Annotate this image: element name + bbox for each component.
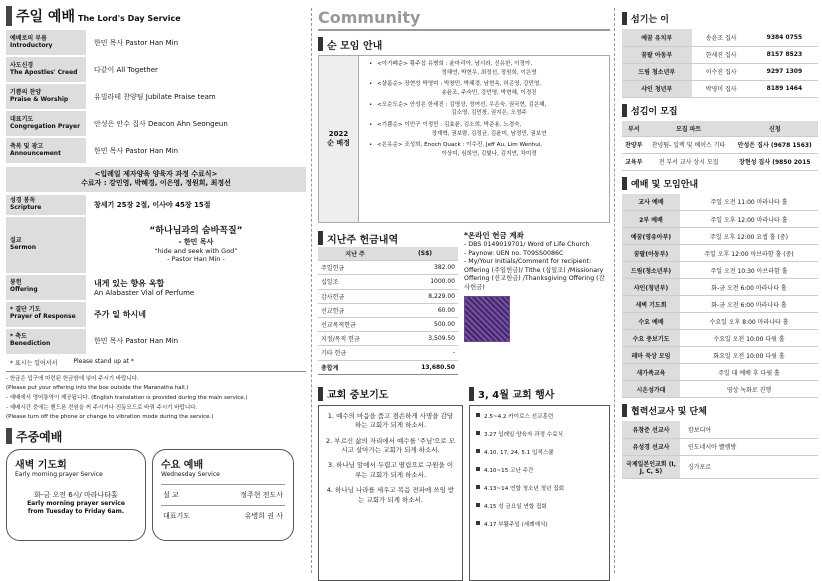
meeting-name: 레마 묵상 모임 bbox=[622, 347, 680, 364]
meeting-row bbox=[622, 245, 818, 262]
mission-location: 인도네시아 빨렘방 bbox=[680, 438, 818, 455]
offering-type: 선교헌금 bbox=[318, 303, 392, 317]
recruit-header-cell: 모집 파트 bbox=[646, 121, 732, 137]
recruit-header-cell: 신청 bbox=[732, 121, 819, 137]
meeting-row bbox=[622, 347, 818, 364]
sermon-row bbox=[6, 217, 306, 273]
meeting-time: 주일 오전 10:30 아브라함 홀 bbox=[680, 262, 818, 279]
standup-en: Please stand up at * bbox=[73, 357, 134, 365]
wed-row bbox=[161, 506, 285, 527]
server-dept: 드림 청소년부 bbox=[622, 63, 692, 80]
offering-header: 지난주 헌금내역 bbox=[318, 231, 458, 245]
meeting-time: 주일 대 예배 후 다윗 홀 bbox=[680, 364, 818, 381]
offering-amount: 60.00 bbox=[392, 303, 458, 317]
offering-row bbox=[318, 317, 458, 331]
worship-row bbox=[6, 138, 306, 163]
worship-row-label-en: Announcement bbox=[10, 149, 61, 157]
server-name: 이수진 집사 bbox=[692, 63, 751, 80]
benediction-row bbox=[6, 329, 306, 354]
meeting-row bbox=[622, 211, 818, 228]
worship-row-label bbox=[6, 111, 86, 136]
worship-title: 주일 예배 bbox=[16, 9, 75, 25]
worship-row bbox=[6, 84, 306, 109]
meeting-name: 드림(청소년부) bbox=[622, 262, 680, 279]
missionary-name: 유성경 선교사 bbox=[622, 438, 680, 455]
online-line: - Paynow: UEN no. T09SS0086C bbox=[464, 249, 564, 257]
response-value: 주가 일 하시네 bbox=[94, 309, 146, 319]
meetings-table bbox=[622, 194, 818, 399]
response-label: * 결단 기도 Prayer of Response bbox=[6, 302, 86, 327]
worship-row-value: 유빌라테 찬양팀 Jubilate Praise team bbox=[94, 92, 216, 101]
server-dept: 꿈팔 아동부 bbox=[622, 46, 692, 63]
offering-row bbox=[6, 275, 306, 300]
mission-location: 캄보디아 bbox=[680, 421, 818, 438]
wed-role: 대표기도 bbox=[161, 506, 210, 527]
event-item: 4.15 성 금요일 연합 집회 bbox=[476, 502, 603, 510]
sermon-label: 설교 Sermon bbox=[6, 217, 86, 273]
notice-line-1: <입례일 제자양육 양육자 과정 수료식> bbox=[94, 170, 218, 178]
meeting-time: 화요일 오전 10:00 다윗 홀 bbox=[680, 347, 818, 364]
offering-value: 내게 있는 향유 옥합 An Alabaster Vial of Perfume bbox=[94, 278, 195, 297]
offering-type: 감사헌금 bbox=[318, 289, 392, 303]
service-note: - 예배시간 중에는 핸드폰 전원을 꺼 주시거나 진동모드로 바꿔 주시기 바랍니다. bbox=[6, 404, 198, 411]
offering-total-amount: 13,680.50 bbox=[392, 360, 458, 374]
event-item: 4.10~15 고난 주간 bbox=[476, 466, 603, 474]
worship-row-label bbox=[6, 57, 86, 82]
soon-item bbox=[369, 121, 601, 138]
server-row bbox=[622, 80, 818, 97]
event-item: 2.5~4.2 카이로스 선교훈련 bbox=[476, 412, 603, 420]
server-name: 박영미 집사 bbox=[692, 80, 751, 97]
offering-total-label: 총합계 bbox=[318, 360, 392, 374]
events-section bbox=[469, 381, 610, 581]
prayer-header: 교회 중보기도 bbox=[318, 387, 463, 401]
server-phone: 9384 0755 bbox=[751, 29, 818, 46]
meeting-time: 주일 오후 12:00 아브라함 홀 (중) bbox=[680, 245, 818, 262]
missions-header: 협력선교사 및 단체 bbox=[622, 404, 818, 417]
event-item: 4.17 부활주일 (세례예식) bbox=[476, 520, 603, 528]
response-row bbox=[6, 302, 306, 327]
recruit-contact: 안성은 집사 (9678 1563) bbox=[732, 136, 819, 153]
offering-header-cell: 지난 주 bbox=[318, 247, 392, 261]
soon-item-line-1: <온유순> 조성희, Enoch Quack : 이수진, Jeff Au, Lim Wenhui, bbox=[377, 142, 543, 149]
meeting-time: 수요일 오후 8:00 마라나타 홀 bbox=[680, 313, 818, 330]
offering-amount: 500.00 bbox=[392, 317, 458, 331]
offering-total-row bbox=[318, 360, 458, 374]
offering-amount: 1000.00 bbox=[392, 275, 458, 289]
recruit-part: 전 부서 교사 상시 모집 bbox=[646, 153, 732, 170]
sermon-title-en: “hide and seek with God” bbox=[154, 246, 238, 255]
offering-row bbox=[318, 289, 458, 303]
community-title: Community bbox=[318, 8, 610, 31]
soon-item-line-2: 이상미, 심희연, 김빛나, 김지연, 차미경 bbox=[441, 150, 537, 157]
mission-row bbox=[622, 421, 818, 438]
service-note: (Please turn off the phone or change to vibration mode during the service.) bbox=[6, 414, 214, 421]
soon-item-line-2: 김소영, 김민창, 권지은, 오정주 bbox=[451, 110, 527, 117]
standup-note bbox=[6, 358, 306, 372]
offering-amount: 3,509.50 bbox=[392, 332, 458, 346]
recruit-part: 찬양팀- 일렉 및 베이스 기타 bbox=[646, 136, 732, 153]
wed-role: 설 교 bbox=[161, 485, 210, 506]
meeting-row bbox=[622, 228, 818, 245]
offering-type: 선교목적헌금 bbox=[318, 317, 392, 331]
mission-row bbox=[622, 455, 818, 478]
recruit-header-row bbox=[622, 121, 818, 137]
worship-order bbox=[6, 30, 306, 163]
worship-row-label-en: The Apostles' Creed bbox=[10, 68, 78, 76]
graduation-notice bbox=[6, 167, 306, 192]
servers-table bbox=[622, 29, 818, 98]
online-lines bbox=[464, 241, 610, 292]
sermon-pastor: - 한민 목사 bbox=[178, 237, 214, 246]
wed-row bbox=[161, 485, 285, 506]
weekday-boxes bbox=[6, 449, 306, 541]
recruit-table bbox=[622, 121, 818, 171]
meeting-row bbox=[622, 330, 818, 347]
weekday-header bbox=[6, 428, 306, 444]
offering-type: 지정/목적 헌금 bbox=[318, 332, 392, 346]
soon-item bbox=[369, 101, 601, 118]
missions-table bbox=[622, 421, 818, 479]
meeting-name: 수요 중보기도 bbox=[622, 330, 680, 347]
meeting-row bbox=[622, 194, 818, 211]
community-column bbox=[318, 0, 610, 581]
meetings-header: 예배 및 모임안내 bbox=[622, 177, 818, 190]
mission-location: 싱가포르 bbox=[680, 455, 818, 478]
worship-row-label-en: Praise & Worship bbox=[10, 95, 69, 103]
worship-row-value: 다같이 All Together bbox=[94, 65, 158, 74]
worship-row-value: 한민 목사 Pastor Han Min bbox=[94, 38, 179, 47]
server-phone: 9297 1309 bbox=[751, 63, 818, 80]
prayer-events-section bbox=[318, 381, 610, 581]
meeting-name: 교사 예배 bbox=[622, 194, 680, 211]
meeting-name: 예꿈(영유아부) bbox=[622, 228, 680, 245]
prayer-item: 4. 하나님 나라를 세우고 복음 전파에 쓰임 받는 교회가 되게 하소서. bbox=[326, 486, 455, 504]
sermon-title: “하나님과의 숨바꼭질” bbox=[149, 225, 243, 236]
service-note: - 예배에서 영어통역이 제공됩니다. (English translation is provided during the main service.) bbox=[6, 395, 248, 402]
soon-table bbox=[318, 55, 610, 223]
worship-row bbox=[6, 57, 306, 82]
events-list bbox=[469, 405, 610, 581]
servers-header: 섬기는 이 bbox=[622, 12, 818, 25]
soon-list bbox=[359, 56, 609, 222]
recruit-row bbox=[622, 153, 818, 170]
dawn-prayer-box bbox=[6, 449, 146, 541]
service-notes bbox=[6, 376, 306, 422]
offering-row bbox=[318, 303, 458, 317]
sermon-pastor-en: - Pastor Han Min - bbox=[167, 255, 225, 264]
dawn-en-2: from Tuesday to Friday 6am. bbox=[27, 507, 125, 515]
meeting-row bbox=[622, 262, 818, 279]
mission-row bbox=[622, 438, 818, 455]
soon-item-line-1: <샬롬순> 장현성 박영미 : 박창민, 박혜경, 남현옥, 허곤영, 강민영, bbox=[377, 81, 542, 88]
offering-row bbox=[318, 332, 458, 346]
events-header: 3, 4월 교회 행사 bbox=[469, 387, 610, 401]
recruit-dept: 교육부 bbox=[622, 153, 646, 170]
recruit-header-cell: 부서 bbox=[622, 121, 646, 137]
recruit-dept: 찬양부 bbox=[622, 136, 646, 153]
offering-amount: - bbox=[392, 346, 458, 360]
server-dept: 샤인 청년부 bbox=[622, 80, 692, 97]
meeting-row bbox=[622, 364, 818, 381]
online-offering bbox=[464, 231, 610, 375]
offering-amount: 382.00 bbox=[392, 261, 458, 275]
worship-row-value: 안성은 안수 집사 Deacon Ahn Seongeun bbox=[94, 119, 228, 128]
soon-header: 순 모임 안내 bbox=[318, 37, 610, 51]
server-name: 송윤조 집사 bbox=[692, 29, 751, 46]
meeting-time: 주일 오후 12:00 요셉 홀 (중) bbox=[680, 228, 818, 245]
dawn-title-en: Early morning prayer Service bbox=[15, 471, 103, 479]
benediction-value: 한민 목사 Pastor Han Min bbox=[94, 337, 179, 346]
offering-type: 십일조 bbox=[318, 275, 392, 289]
meeting-name: 새가족교육 bbox=[622, 364, 680, 381]
worship-row bbox=[6, 111, 306, 136]
server-row bbox=[622, 29, 818, 46]
offering-type: 주일헌금 bbox=[318, 261, 392, 275]
worship-row-label-en: Congregation Prayer bbox=[10, 122, 81, 130]
worship-row-label bbox=[6, 138, 86, 163]
worship-row-label-ko: 대표기도 bbox=[10, 115, 34, 123]
worship-row-label-ko: 예배로의 부름 bbox=[10, 34, 47, 42]
worship-row-label-ko: 사도신경 bbox=[10, 61, 34, 69]
soon-year-cell bbox=[319, 56, 359, 222]
benediction-label: * 축도 Benediction bbox=[6, 329, 86, 354]
worship-header bbox=[6, 6, 306, 26]
wed-person: 정주현 전도사 bbox=[210, 485, 285, 506]
missionary-name: 유창준 선교사 bbox=[622, 421, 680, 438]
offering-type: 기타 헌금 bbox=[318, 346, 392, 360]
soon-item-line-2: 정해연, 박현우, 최정선, 정원희, 이은영 bbox=[441, 69, 537, 76]
worship-row-label-ko: 기쁨의 찬양 bbox=[10, 88, 42, 96]
scripture-label: 성경 봉독 Scripture bbox=[6, 195, 86, 215]
soon-item bbox=[369, 80, 601, 97]
online-title: *온라인 헌금 계좌 bbox=[464, 231, 524, 240]
soon-item-line-2: 정재혁, 권보람, 김정균, 김윤미, 남정민, 권보연 bbox=[431, 130, 547, 137]
missionary-name: 국제일본인교회 (I, J, C, S) bbox=[622, 455, 680, 478]
meeting-time: 수요일 오전 10:00 다윗 홀 bbox=[680, 330, 818, 347]
worship-row-value: 한민 목사 Pastor Han Min bbox=[94, 146, 179, 155]
soon-item-line-1: <기쁨순> 이민구 이정민 : 김효윤, 김소희, 박준용, 노경숙, bbox=[377, 121, 522, 128]
server-phone: 8157 8523 bbox=[751, 46, 818, 63]
meeting-row bbox=[622, 279, 818, 296]
offering-table bbox=[318, 247, 458, 375]
weekday-title: 주중예배 bbox=[16, 429, 63, 444]
dawn-title: 새벽 기도회 bbox=[15, 460, 67, 472]
soon-item bbox=[369, 60, 601, 77]
soon-item bbox=[369, 141, 601, 158]
meeting-name: 2부 예배 bbox=[622, 211, 680, 228]
wed-table bbox=[161, 484, 285, 526]
offering-row bbox=[318, 346, 458, 360]
worship-title-en: The Lord's Day Service bbox=[77, 14, 181, 23]
prayer-item: 1. 예수의 마음을 품고 겸손하게 사명을 감당하는 교회가 되게 하소서. bbox=[327, 411, 454, 430]
soon-label: 순 배정 bbox=[327, 139, 350, 147]
worship-row-label bbox=[6, 84, 86, 109]
info-column bbox=[622, 0, 818, 581]
wednesday-box bbox=[152, 449, 294, 541]
meeting-time: 화-금 오전 6:00 마라나타 홀 bbox=[680, 296, 818, 313]
event-item: 4.10, 17, 24, 5.1 입적스쿨 bbox=[476, 448, 603, 456]
meeting-time: 영상 녹화로 진행 bbox=[680, 381, 818, 398]
offering-table-header bbox=[318, 247, 458, 261]
soon-year: 2022 bbox=[328, 130, 349, 138]
meeting-row bbox=[622, 296, 818, 313]
dawn-time: 화-금 오전 6시/ 마라나타홀 bbox=[34, 491, 118, 500]
meeting-name: 새벽 기도회 bbox=[622, 296, 680, 313]
server-dept: 예꿈 유치부 bbox=[622, 29, 692, 46]
offering-row bbox=[318, 275, 458, 289]
wed-title-en: Wednesday Service bbox=[161, 471, 220, 479]
server-phone: 8189 1464 bbox=[751, 80, 818, 97]
meeting-row bbox=[622, 313, 818, 330]
offering-header-cell: (S$) bbox=[392, 247, 458, 261]
worship-row-label-en: Introductory bbox=[10, 41, 53, 49]
notice-line-2: 수료자 : 강민영, 박혜경, 이은영, 정원희, 최정선 bbox=[81, 179, 231, 188]
soon-item-line-1: <오순도순> 안성은 한세진 : 김명상, 정여선, 우은숙, 권국현, 김은혜, bbox=[377, 101, 547, 108]
worship-row-label bbox=[6, 30, 86, 55]
server-row bbox=[622, 46, 818, 63]
offering-label: 봉헌 Offering bbox=[6, 275, 86, 300]
soon-item-line-1: <아가페순> 황주섭 유병희 : 윤마리아, 남시라, 신유한, 이정아, bbox=[377, 61, 533, 67]
scripture-value: 창세기 25장 2절, 이사야 45장 15절 bbox=[94, 200, 211, 209]
meeting-name: 시온성가대 bbox=[622, 381, 680, 398]
sermon-info bbox=[86, 226, 306, 264]
server-row bbox=[622, 63, 818, 80]
prayer-section bbox=[318, 381, 463, 581]
prayer-item: 3. 하나님 앞에서 두렵고 떨림으로 구원을 이루는 교회가 되게 하소서. bbox=[327, 461, 454, 479]
online-line: - My/Your Initials/Comment for recipient: Offering (주일헌금)/ Tithe (십일조) /Missionary Offering (선교헌금) /Thanksgiving Offering (감사헌금) bbox=[464, 258, 605, 291]
server-name: 한세진 집사 bbox=[692, 46, 751, 63]
wed-title: 수요 예배 bbox=[161, 460, 204, 472]
prayer-item: 2. 부르신 삶의 자리에서 예수를 '주님'으로 모시고 살아가는 교회가 되게 하소서. bbox=[326, 436, 455, 454]
offering-row bbox=[318, 261, 458, 275]
scripture-row bbox=[6, 195, 306, 215]
offering-section bbox=[318, 225, 610, 375]
service-note: - 헌금은 입구에 마련된 헌금함에 넣어 주시기 바랍니다. bbox=[6, 375, 139, 382]
recruit-row bbox=[622, 136, 818, 153]
meeting-name: 수요 예배 bbox=[622, 313, 680, 330]
offering-summary bbox=[318, 225, 458, 375]
prayer-box bbox=[318, 405, 463, 581]
meeting-time: 주일 오전 11:00 마라나타 홀 bbox=[680, 194, 818, 211]
event-item: 3.27 입례일 양육자 과정 수료식 bbox=[476, 430, 603, 438]
offering-amount: 8,229.00 bbox=[392, 289, 458, 303]
qr-code-icon bbox=[464, 296, 510, 342]
soon-item-line-2: 송윤조, 주숙민, 강민영, 박현혜, 이경진 bbox=[441, 89, 537, 96]
meeting-row bbox=[622, 381, 818, 398]
standup-ko: * 표시는 일어서서 bbox=[10, 359, 58, 367]
online-line: - DBS 0149019701/ Word of Life Church bbox=[464, 241, 590, 249]
event-item: 4.13~14 연합 청소년 청년 집회 bbox=[476, 484, 603, 492]
wed-person: 유병희 권 사 bbox=[210, 506, 285, 527]
worship-row bbox=[6, 30, 306, 55]
dawn-en-1: Early morning prayer service bbox=[27, 500, 125, 508]
meeting-name: 샤인(청년부) bbox=[622, 279, 680, 296]
worship-column bbox=[6, 0, 306, 581]
recruit-header: 섬김이 모집 bbox=[622, 104, 818, 117]
meeting-time: 화-금 오전 6:00 마라나타 홀 bbox=[680, 279, 818, 296]
worship-row-label-ko: 축복 및 광고 bbox=[10, 142, 44, 150]
meeting-time: 주일 오후 12:00 마라나타 홀 bbox=[680, 211, 818, 228]
service-note: (Please put your offering into the box outside the Maranatha hall.) bbox=[6, 385, 189, 392]
recruit-contact: 장현성 집사 (9850 2015 bbox=[732, 153, 819, 170]
meeting-name: 꿈팔(아동부) bbox=[622, 245, 680, 262]
